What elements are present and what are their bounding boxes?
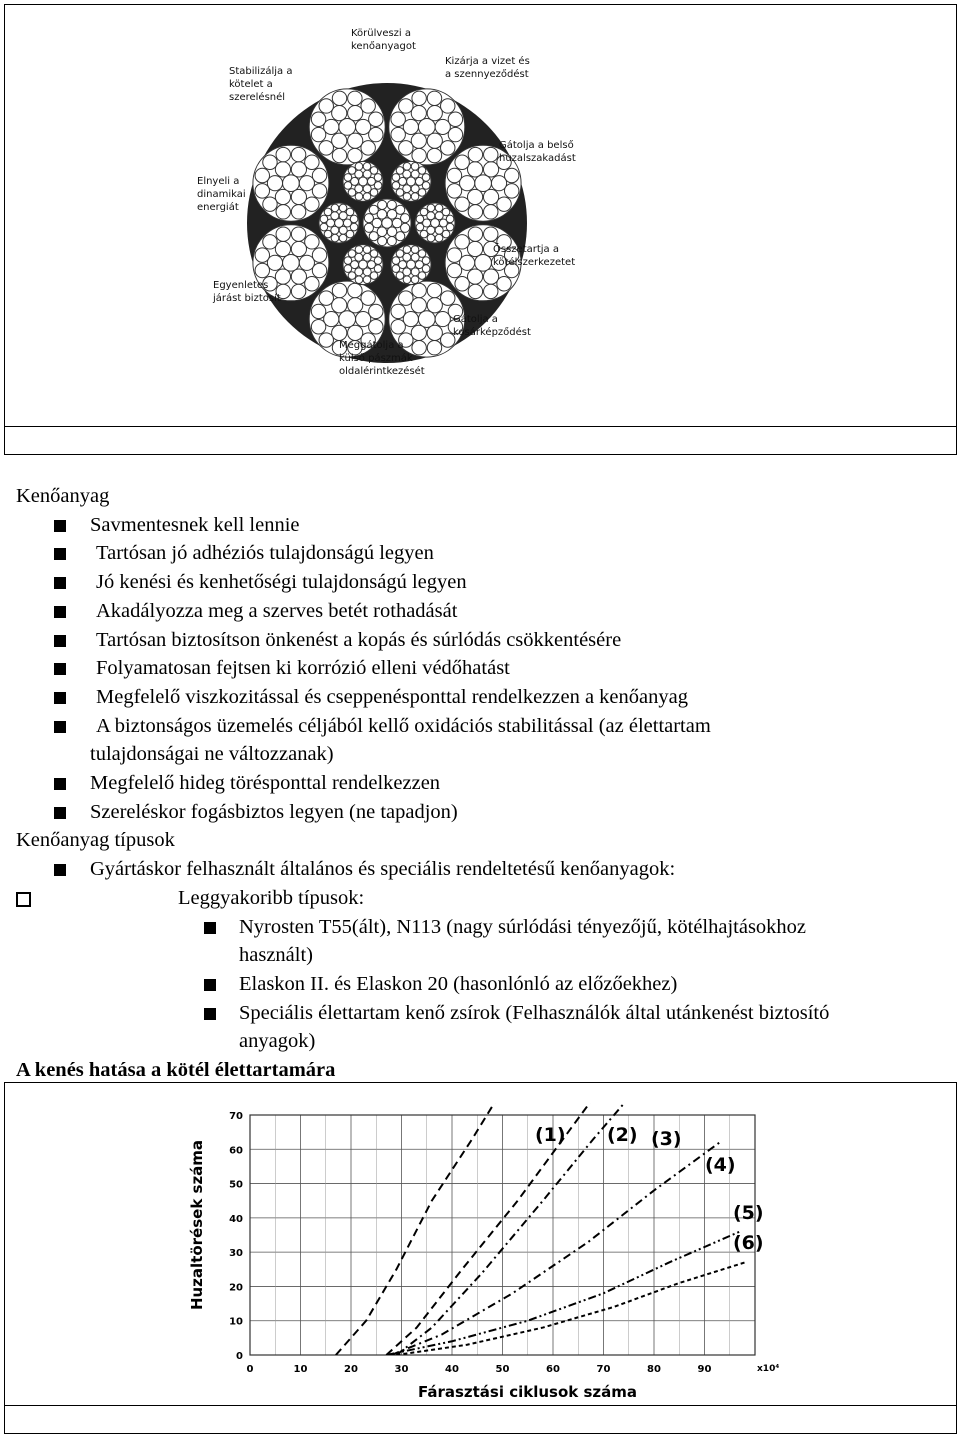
list-item: Szereléskor fogásbiztos legyen (ne tapadjon) — [16, 798, 956, 827]
bullet-square-icon — [54, 807, 66, 819]
list-item: Leggyakoribb típusok: — [16, 884, 956, 913]
bullet-square-icon — [204, 979, 216, 991]
list-item-continuation: használt) — [239, 944, 313, 967]
label-prevents-inner-break: Gátolja a belső huzalszakadást — [499, 140, 576, 164]
label-excludes-water: Kizárja a vizet és a szennyeződést — [445, 56, 530, 80]
diagram-bottom-strip — [4, 426, 957, 455]
x-tick-label: 80 — [647, 1364, 661, 1375]
list-item: Nyrosten T55(ált), N113 (nagy súrlódási tényezőjű, kötélhajtásokhoz — [16, 913, 956, 942]
x-tick-label: 0 — [246, 1364, 254, 1375]
label-absorbs-energy: Elnyeli a dinamikai energiát — [197, 176, 246, 213]
x-axis-label: Fárasztási ciklusok száma — [417, 1383, 638, 1401]
x-tick-label: 60 — [546, 1364, 560, 1375]
y-tick-label: 10 — [229, 1316, 243, 1328]
x-tick-label: 70 — [596, 1364, 611, 1375]
list-item: Savmentesnek kell lennie — [16, 511, 956, 540]
label-holds-structure: Összetartja a kötélszerkezetet — [493, 244, 576, 268]
y-tick-label: 40 — [229, 1213, 243, 1225]
y-tick-label: 20 — [229, 1282, 243, 1294]
list-item: Elaskon II. és Elaskon 20 (hasonlónló az előzőekhez) — [16, 970, 956, 999]
list-item: Tartósan biztosítson önkenést a kopás és súrlódás csökkentésére — [16, 626, 956, 655]
list-item-continuation: tulajdonságai ne változzanak) — [90, 743, 334, 766]
bullet-open-square-icon — [16, 892, 31, 907]
list-item-continuation: anyagok) — [239, 1030, 316, 1053]
y-tick-label: 50 — [229, 1179, 243, 1191]
document-body — [16, 482, 956, 1085]
bullet-square-icon — [54, 663, 66, 675]
y-tick-label: 30 — [229, 1248, 243, 1260]
label-stabilizes-rope: Stabilizálja a kötelet a szerelésnél — [229, 66, 293, 103]
x-tick-label: 10 — [293, 1364, 308, 1375]
series-line — [396, 1098, 628, 1355]
bullet-square-icon — [204, 922, 216, 934]
y-tick-label: 60 — [229, 1145, 243, 1157]
list-item: Tartósan jó adhéziós tulajdonságú legyen — [16, 539, 956, 568]
series-label: (6) — [733, 1232, 764, 1254]
series-label: (4) — [705, 1154, 736, 1176]
chart-bottom-strip — [4, 1405, 957, 1434]
wire-break-chart — [5, 1083, 956, 1405]
heading-lubricant-types: Kenőanyag típusok — [16, 829, 175, 852]
label-surrounds-lubricant: Körülveszi a kenőanyagot — [351, 28, 416, 52]
y-tick-label: 0 — [236, 1351, 243, 1362]
series-label: (1) — [535, 1124, 566, 1146]
x-tick-label: 40 — [445, 1364, 459, 1375]
chart-frame — [4, 1082, 957, 1406]
x-tick-label: 20 — [344, 1364, 358, 1375]
x-multiplier: x10⁴ — [757, 1364, 780, 1374]
series-label: (5) — [733, 1202, 764, 1224]
bullet-square-icon — [54, 721, 66, 733]
list-item: Akadályozza meg a szerves betét rothadását — [16, 597, 956, 626]
label-prevents-contact: Meggátolja a külső pászmák oldalérintkezését — [339, 340, 425, 377]
heading-lubrication-effect: A kenés hatása a kötél élettartamára — [16, 1059, 336, 1082]
series-line — [386, 1232, 739, 1355]
bullet-square-icon — [54, 635, 66, 647]
bullet-square-icon — [204, 1008, 216, 1020]
bullet-square-icon — [54, 577, 66, 589]
label-smooth-running: Egyenletes járást biztosít — [213, 280, 281, 304]
bullet-square-icon — [54, 548, 66, 560]
list-item: Jó kenési és kenhetőségi tulajdonságú legyen — [16, 568, 956, 597]
x-tick-label: 50 — [495, 1364, 510, 1375]
x-tick-label: 90 — [697, 1364, 712, 1375]
heading-lubricant: Kenőanyag — [16, 485, 110, 507]
y-axis-label: Huzaltörések száma — [188, 1139, 206, 1311]
bullet-square-icon — [54, 606, 66, 618]
y-tick-label: 70 — [229, 1111, 243, 1122]
diagram-frame — [4, 4, 957, 427]
list-item: Megfelelő hideg törésponttal rendelkezzen — [16, 769, 956, 798]
series-label: (3) — [651, 1128, 682, 1150]
label-prevents-basket: Gátolja a kosárképződést — [453, 314, 531, 338]
list-item: A biztonságos üzemelés céljából kellő oxidációs stabilitással (az élettartam — [16, 712, 956, 741]
x-tick-label: 30 — [394, 1364, 409, 1375]
list-item: Megfelelő viszkozitással és cseppenésponttal rendelkezzen a kenőanyag — [16, 683, 956, 712]
bullet-square-icon — [54, 520, 66, 532]
list-item: Speciális élettartam kenő zsírok (Felhasználók által utánkenést biztosító — [16, 999, 956, 1028]
list-item: Gyártáskor felhasznált általános és speciális rendeltetésű kenőanyagok: — [16, 855, 956, 884]
bullet-square-icon — [54, 864, 66, 876]
bullet-square-icon — [54, 778, 66, 790]
series-label: (2) — [607, 1124, 638, 1146]
list-item: Folyamatosan fejtsen ki korrózió elleni védőhatást — [16, 654, 956, 683]
bullet-square-icon — [54, 692, 66, 704]
